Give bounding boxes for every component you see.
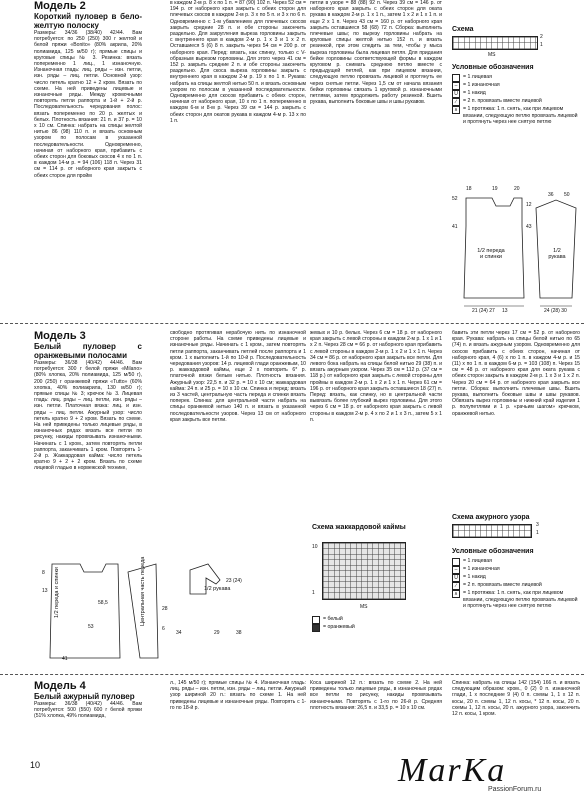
model2-col2 (170, 0, 306, 318)
model4-col4 (452, 680, 580, 746)
page-number: 10 (30, 760, 41, 770)
legend-row: = 1 лицевая (452, 74, 580, 82)
model2-dim: 18 (466, 186, 472, 192)
model2-text-1: Размеры: 34/36 (38/40) 42/44. Вам потребуется: по 250 (250) 300 г желтой и белой пряжи «Bonito» (80% акрила, 20% полиамида, 125 м/50 г); прямые спицы и круговые спицы № 3. Резинка: вязать попеременно 1 лиц., 1 изнаночную. Изнаночная гладь: лиц. ряды – изн. петли, изн. ряды – лиц. петли. Основной узор: число петель кратно 12 + 2 кром. Вязать по схеме. На ней приведены лицевые и изнаночные ряды. Между кромочными повторять петли раппорта и 1-й + 2-й р. Последовательность чередования полос: вязать попеременно по 20 р. желтых и белых. Плотность вязания: 21 п. и 37 р. = 10 х 10 см. Спинка: набрать на спицы желтой нитью 86 (98) 110 п. и вязать основным узором по полосам в указанной последовательности. Одновременно, начиная от наборного края, прибавить с обеих сторон для боковых скосов 4 х по 1 п. в каждом 14-м р. = 94 (106) 118 п. Через 31 см = 114 р. от наборного края закрыть с обеих сторон для пройм (34, 30, 142, 179)
model2-title: Модель 2 (34, 0, 86, 12)
model3-col2 (170, 330, 306, 480)
model2-schema-num-2: 2 (540, 34, 543, 40)
model2-subtitle: Короткий пуловер в бело-желтую полоску (34, 12, 142, 30)
model2-col3 (310, 0, 442, 318)
model3-text-1: Размеры: 36/38 (40/42) 44/46. Вам потребуется: 300 г белой пряжи «Milano» (80% хлопка, 20% полиамида, 125 м/50 г), 200 (250) г оранжевой пряжи «Tutto» (60% хлопка, 40% полиакрила, 130 м/50 г); прямые спицы № 3; крючок № 3. Лицевая гладь: лиц. ряды – лиц. петли, изн. ряды – изн. петли. Платочная вязка: лиц. и изн. ряды – лиц. петли. Ажурный узор: число петель кратно 9 + 2 кром. Вязать по схеме. На ней приведены только лицевые ряды, в изнаночных рядах вязать все петли по рисунку, накиды провязывать изнаночными. Начинать с 1 кром., затем повторять петли раппорта, заканчивать 1 кром. Повторять 1-2-й р. Жаккардовая кайма: число петель кратно 9 + 2 + 2 кром. Вязать по схеме лицевой гладью в норвежской технике, (34, 360, 142, 472)
model4-title: Модель 4 (34, 680, 86, 692)
model2-sleeve-top-dim: 36 (548, 192, 554, 198)
model3-text-2: свободно протягивая нерабочую нить по изнаночной стороне работы. На схеме приведены лицевые и изнаночные ряды. Начинать с 1 кром., затем повторять петли раппорта, заканчивать петлей после раппорта и 1 кром. 1 х выполнить 1-й по 10-й р. Последовательность чередования узоров: 14 р. лицевой глади оранжевым, 10 р. жаккардовой каймы, еще 2 х повторить 6* р. платочной вязки белым нитью. Плотность вязания. Ажурный узор: 22,5 п. и 32 р. = 10 х 10 см; жаккардовая кайма: 24 п. и 25 р. = 10 х 10 см. Спинка и перед: вязать из 3 частей, центральную часть переда и спинки вязать поперек. Спинка: для центральной части набрать на спицы оранжевой нитью 140 п. и вязать в указанной последовательности узоров. Через 13 см от наборного края закрыть все петли. (170, 330, 306, 423)
model2-sleeve-top-dim: 50 (564, 192, 570, 198)
model3-dim: 28 (162, 606, 168, 612)
lace-row-label: 3 (536, 522, 539, 528)
jacquard-schema-title: Схема жаккардовой каймы (312, 524, 406, 531)
legend-row: U = 1 накид (452, 574, 580, 582)
model2-dim: 20 (514, 186, 520, 192)
white-swatch-icon (312, 616, 320, 624)
model3-sleeve-label: 1/2 рукава (204, 586, 231, 592)
purl-symbol-icon: – (452, 82, 460, 90)
model3-dim: 41 (62, 656, 68, 662)
model3-dim: 34 (176, 630, 182, 636)
lace-schema-grid (452, 524, 532, 538)
model4-col3 (310, 680, 442, 750)
model3-center-label: Центральная часть переда (140, 556, 146, 626)
model2-dim: 19 (492, 186, 498, 192)
section-divider (0, 323, 584, 324)
jacquard-legend-white: = белый (312, 616, 343, 624)
slip-symbol-icon: ∧ (452, 106, 460, 114)
model3-front-label: 1/2 переда и спинки (54, 567, 60, 618)
k2tog-symbol-icon: ∕ (452, 582, 460, 590)
model2-schema-num-1: 1 (540, 42, 543, 48)
model3-dim: 53 (88, 624, 94, 630)
model2-schema-panel (452, 26, 580, 316)
jacquard-row-label: 10 (312, 544, 318, 550)
model3-text-4: бавить эти петли через 17 см = 52 р. от наборного края. Рукава: набрать на спицы белой нитью по 65 (74) п. и вязать ажурным узором. Одновременно для скосов прибавить с обеих сторон, начиная от наборного края, 4 (6) х по 1 п. в каждом 4-м р. и 15 (11) х по 1 п. в каждом 6-м р. = 103 (108) п. Через 15 см = 48 р. от наборного края для оката рукава с обеих сторон закрыть в каждом 2-м р. 1 х 3 и 1 х 2 п. Через 20 см = 64 р. от наборного края закрыть все петли. Сборка: выполнить плечевые швы. Вшить рукава, выполнить боковые швы и швы рукавов. Обвязать вырез горловины и нижний край изделия 1 р. полупетлями и 1 р. «рачьим шагом» крючком, оранжевой нитью. (452, 330, 580, 417)
model3-dim: 29 (214, 630, 220, 636)
model2-side-dim: 41 (452, 224, 458, 230)
model3-text-3: жевых и 10 р. белых. Через 6 см = 18 р. от наборного края закрыть с левой стороны в каждом 2-м р. 1 х 1 и 1 х 2 п. Через 28 см = 66 р. от наборного края прибавить с левой стороны в каждом 2-м р. 1 х 2 и 1 х 1 п. Через 34 см = 86 р. от наборного края закрыть все петли. Для левого бока набрать на спицы белой нитью 29 (38) п. и вязать ажурным узором. Через 35 см = 112 р. (37 см = 118 р.) от наборного края закрыть с левой стороны для проймы в каждом 2-м р. 1 х 2 и 1 х 1 п. Через 61 см = 196 р. от наборного края закрыть оставшиеся 18 (27) п. Перед: вязать, как спинку, но в центральной части вывязать более глубокий вырез горловины. Для этого через 6 см = 18 р. от наборного края закрыть с левой стороны в каждом 2-м р. 4 х по 2 и 1 х 3 п., затем 5 х 1 п. (310, 330, 442, 423)
model2-sleeve-label: 1/2 рукава (548, 248, 566, 260)
model2-bottom-dim: 24 (28) 30 (544, 308, 567, 314)
jacquard-grid (322, 542, 406, 600)
lace-schema-title: Схема ажурного узора (452, 514, 530, 521)
model3-dim: 23 (24) (226, 578, 242, 584)
model3-dim: 13 (42, 588, 48, 594)
jacquard-ms: MS (360, 604, 368, 610)
model4-text-2: л., 145 м/50 г); прямые спицы № 4. Изнаночная гладь: лиц. ряды – изн. петли, изн. ряды – лиц. петли. Ажурный узор шириной 20 п.: вязать по схеме 1. На ней приведены лицевые и изнаночные ряды. Повторять с 1-го по 18-й р. (170, 680, 306, 711)
model3-dim: 8 (42, 570, 45, 576)
model3-dim: 6 (162, 626, 165, 632)
knit-symbol-icon (452, 558, 460, 566)
yarn-over-symbol-icon: U (452, 574, 460, 582)
model2-side-dim: 52 (452, 196, 458, 202)
model3-col1 (34, 330, 142, 558)
model2-text-3: петли в узоре = 88 (88) 92 п. Через 39 см = 146 р. от наборного края закрыть с обеих сторон для оката рукава в каждом 2-м р. 1 х 1 п., затем 1 х 2 и 1 х 1 п. и еще 2 х 1 п. Через 43 см = 160 р. от наборного края закрыть оставшиеся 58 (68) 72 п. Сборка: выполнить плечевые швы; по вырезу горловины набрать на круговые спицы желтой нитью 152 п. и вязать резинкой, при этом следить за тем, чтобы у мыса выреза горловины была лицевая петля. Для придания бейке горловины соответствующей формы в каждом круговом р. снимать среднюю петлю вместе с предыдущей петлей, как при лицевом вязании, следующую петлю провязать лицевой и протянуть ее через снятые петли. Через 1,5 см от начала вязания бейки горловины связать 1 круговой р. изнаночными петлями, затем продолжить работу резинкой. Вшить рукава, выполнить боковые швы и швы рукавов. (310, 0, 442, 106)
model3-section (0, 330, 584, 668)
model2-schema-title: Схема (452, 26, 474, 33)
legend-row: ∕ = 2 п. провязать вместе лицевой (452, 98, 580, 106)
model3-pattern-diagram (40, 554, 300, 668)
purl-symbol-icon: – (452, 566, 460, 574)
jacquard-legend-orange: = оранжевый (312, 624, 355, 632)
model4-text-4: Спинка: набрать на спицы 142 (154) 166 п. и вязать следующим образом: кром., 0 (2) 0 п. изнаночной глади, 1 х последние 9 (4) 0 п. схемы 1, 1 х 12 п. косы, 20 п. схемы 1, 12 п. косы, * 12 п. косы, 20 п. схемы 1, 12 п. косы, 20 п. ажурного узора, закончить 12 п. косы, 1 кром. (452, 680, 580, 718)
model2-legend (452, 74, 580, 126)
model2-side-dim: 12 (526, 202, 532, 208)
model3-jacquard-panel (312, 524, 446, 664)
model2-bottom-dim: 13 (502, 308, 508, 314)
model2-front-label: 1/2 переда и спинки (477, 248, 505, 260)
legend-row: ∕ = 2 п. провязать вместе лицевой (452, 582, 580, 590)
model3-title: Модель 3 (34, 330, 86, 342)
legend-row: ∧ = 1 протяжка: 1 п. снять, как при лицевом вязании, следующую петлю провязать лицевой и протянуть через нее снятую петлю (452, 106, 580, 126)
legend-row: ∧ = 1 протяжка: 1 п. снять, как при лицевом вязании, следующую петлю провязать лицевой и протянуть через нее снятую петлю (452, 590, 580, 610)
lace-row-label: 1 (536, 530, 539, 536)
model2-section (0, 0, 584, 318)
section-divider (0, 674, 584, 675)
k2tog-symbol-icon: ∕ (452, 98, 460, 106)
slip-symbol-icon: ∧ (452, 590, 460, 598)
site-watermark: PassionForum.ru (488, 786, 542, 793)
model4-text-1: Размеры: 36/38 (40/42) 44/46. Вам потребуется: 500 (550) 600 г белой пряжи (51% хлопка, 49% полиамида, (34, 701, 142, 720)
orange-swatch-icon (312, 624, 320, 632)
legend-row: – = 1 изнаночная (452, 566, 580, 574)
jacquard-row-label: 1 (312, 590, 315, 596)
model2-text-2: в каждом 2-м р. 8 х по 1 п. = 87 (90) 102 п. Через 52 см = 194 р. от наборного края закрыть с обеих сторон для плечевых скосов в каждом 2-м р. 3 х по 5 п. и 3 х по 6 п. Одновременно с 1-м убавлением для плечевых скосов закрыть средние 28 п. и обе стороны закончить раздельно. Для закругления выреза горловины закрыть с внутреннего края в каждом 2-м р. 1 х 3 и 1 х 2 п. Оставшиеся 5 (6) 8 п. закрыть через 54 см = 200 р. от наборного края. Перед: вязать, как спинку, только с V-образным вырезом горловины. Для этого через 41 см = 152 р. закрыть средние 2 п. и обе стороны закончить раздельно. Для скоса выреза горловины закрыть с внутреннего края в каждом 2-м р. 19 х по 1 п. Рукава: набрать на спицы желтой нитью 50 п. и вязать основным узором по полосам в указанной последовательности. Одновременно для скосов прибавить с обеих сторон, начиная от наборного края, 10 х по 1 п. попеременно в каждом 6-м и 8-м р. Через 39 см = 144 р. закрыть с обеих сторон для окатов рукава в каждом 4-м р. 13 х по 1 п. (170, 0, 306, 124)
model3-dim: 38 (236, 630, 242, 636)
model2-bottom-dim: 21 (24) 27 (472, 308, 495, 314)
knit-symbol-icon (452, 74, 460, 82)
model2-schema-ms: MS (488, 52, 496, 58)
model4-col1 (34, 680, 142, 756)
model3-lace-panel (452, 514, 580, 664)
model4-text-3: Коса шириной 12 п.: вязать по схеме 2. На ней приведены только лицевые ряды, в изнаночных рядах все петли по рисунку, накиды провязывать изнаночными. Повторять с 1-го по 26-й р. Средняя плотность вязания: 26,5 п. и 33,5 р. = 10 х 10 см. (310, 680, 442, 711)
model2-pattern-diagram (452, 178, 580, 316)
model3-dim: 58,5 (98, 600, 108, 606)
legend-row: U = 1 накид (452, 90, 580, 98)
model3-subtitle: Белый пуловер с оранжевыми полосами (34, 342, 142, 360)
model2-schema-grid (452, 36, 538, 50)
model2-legend-title: Условные обозначения (452, 64, 534, 71)
model4-col2 (170, 680, 306, 750)
model3-legend (452, 558, 580, 610)
model4-subtitle: Белый ажурный пуловер (34, 692, 135, 701)
model3-col3 (310, 330, 442, 520)
model3-col4 (452, 330, 580, 482)
yarn-over-symbol-icon: U (452, 90, 460, 98)
model2-side-dim: 43 (526, 224, 532, 230)
marka-logo: MarKa (398, 752, 507, 789)
model3-legend-title: Условные обозначения (452, 548, 534, 555)
legend-row: = 1 лицевая (452, 558, 580, 566)
legend-row: – = 1 изнаночная (452, 82, 580, 90)
model2-col1 (34, 0, 142, 318)
